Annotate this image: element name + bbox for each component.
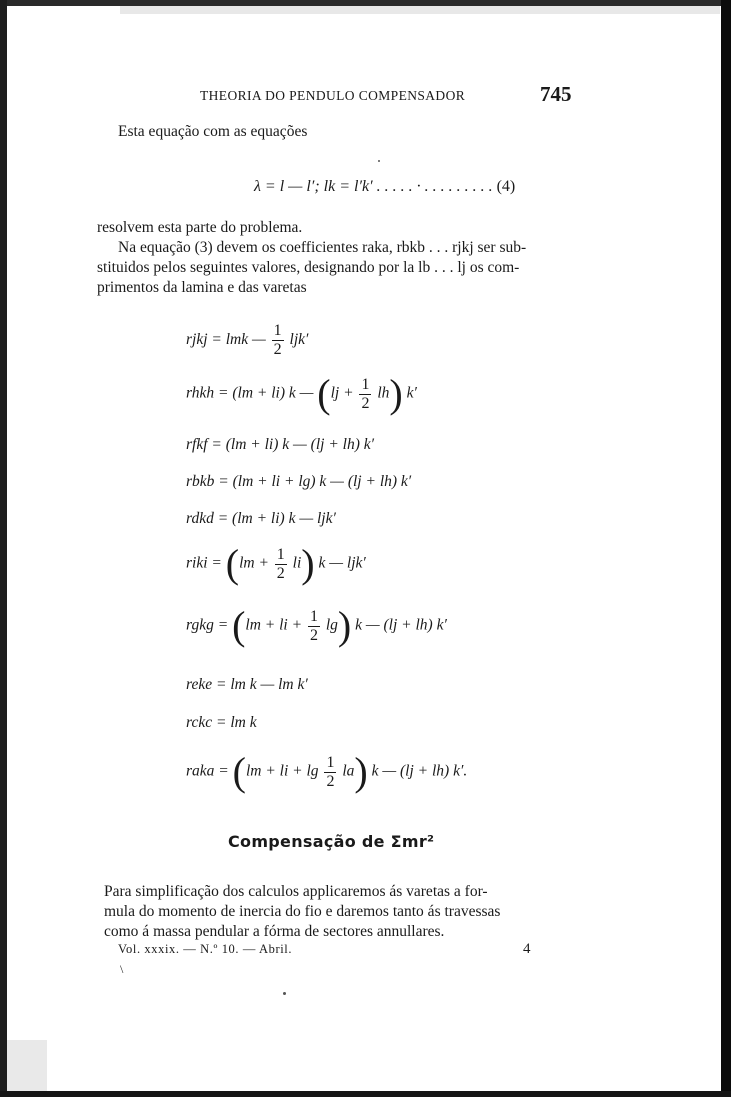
formula-post: k — ljk′ <box>318 554 366 572</box>
fraction-den: 2 <box>273 341 282 358</box>
formula-pre: = <box>218 762 229 780</box>
formula-text: = (lm + li) k — (lj + lh) k′ <box>211 436 375 453</box>
closing-line-3: como á massa pendular a fórma de sectores annullares. <box>104 923 445 940</box>
open-paren: ( <box>317 371 331 416</box>
open-paren: ( <box>225 541 240 586</box>
formula-inner-pre: lm + <box>239 554 269 572</box>
fraction-den: 2 <box>361 394 370 412</box>
footer-mark: \ <box>120 962 124 976</box>
formula-pre: = (lm + li) k — <box>218 384 314 402</box>
fraction <box>272 322 284 359</box>
equation-4-expr: λ = l — l′; lk = l′k′ . . . . . · . . . . . . . . . <box>254 178 493 195</box>
formula-pre: = <box>217 616 229 634</box>
open-paren: ( <box>232 749 246 794</box>
formula-rckc <box>186 714 257 732</box>
fraction-num: 1 <box>361 375 370 393</box>
formula-rhkh <box>186 371 417 416</box>
formula-lhs: rbkb <box>186 473 215 490</box>
formula-inner-post: lg <box>325 616 338 634</box>
formula-rfkf <box>186 436 374 454</box>
formula-lhs: reke <box>186 676 213 693</box>
scan-edge-right <box>721 0 731 1097</box>
open-paren: ( <box>232 603 246 648</box>
formula-rdkd <box>186 510 336 528</box>
fraction-den: 2 <box>326 772 335 790</box>
intro-line: Esta equação com as equações <box>118 123 308 140</box>
fraction-num: 1 <box>326 753 335 771</box>
formula-pre: = lmk — <box>211 331 266 349</box>
footer-signature: 4 <box>523 941 531 957</box>
fraction-num: 1 <box>309 607 318 625</box>
speck <box>283 992 286 995</box>
fraction-num: 1 <box>273 322 282 339</box>
formula-text: = (lm + li + lg) k — (lj + lh) k′ <box>218 473 412 490</box>
para1-line-1: resolvem esta parte do problema. <box>97 219 303 236</box>
formula-lhs: rckc <box>186 714 213 731</box>
formula-inner-pre: lm + li + <box>245 616 303 634</box>
formula-lhs: riki <box>186 554 208 572</box>
speck <box>378 160 380 162</box>
page-number: 745 <box>540 82 572 106</box>
fraction <box>324 754 336 791</box>
formula-rbkb <box>186 473 411 491</box>
formula-post: k — (lj + lh) k′ <box>355 616 447 634</box>
scan-edge-bottom <box>0 1091 731 1097</box>
scan-noise-top <box>120 6 720 14</box>
close-paren: ) <box>354 749 368 794</box>
formula-lhs: rgkg <box>186 616 214 634</box>
para2-line-2: stituidos pelos seguintes valores, designando por la lb . . . lj os com- <box>97 259 520 276</box>
formula-inner-pre: lm + li + lg <box>245 762 319 780</box>
formula-rjkj <box>186 322 308 359</box>
formula-text: = lm k — lm k′ <box>215 676 308 693</box>
formula-inner-post: la <box>342 762 355 780</box>
close-paren: ) <box>301 541 315 586</box>
formula-reke <box>186 676 308 694</box>
formula-post: k — (lj + lh) k′. <box>371 762 468 780</box>
formula-lhs: raka <box>186 762 215 780</box>
closing-line-2: mula do momento de inercia do fio e daremos tanto ás travessas <box>104 903 501 920</box>
close-paren: ) <box>389 371 403 416</box>
fraction-den: 2 <box>276 564 285 582</box>
formula-text: = (lm + li) k — ljk′ <box>217 510 336 527</box>
equation-4 <box>254 178 515 196</box>
formula-lhs: rhkh <box>186 384 215 402</box>
formula-inner-pre: lj + <box>330 384 354 402</box>
scan-edge-left <box>0 0 7 1097</box>
equation-4-tag: (4) <box>496 178 516 195</box>
formula-post: k′ <box>406 384 417 402</box>
close-paren: ) <box>337 603 352 648</box>
fraction <box>275 546 287 583</box>
formula-pre: = <box>211 554 222 572</box>
formula-lhs: rdkd <box>186 510 214 527</box>
running-title: THEORIA DO PENDULO COMPENSADOR <box>200 88 466 103</box>
formula-riki <box>186 541 366 586</box>
fraction <box>359 376 371 413</box>
formula-rgkg <box>186 603 447 648</box>
formula-inner-post: lh <box>377 384 390 402</box>
formula-raka <box>186 749 468 794</box>
fraction <box>308 608 320 645</box>
formula-inner-post: li <box>292 554 302 572</box>
closing-line-1: Para simplificação dos calculos applicaremos ás varetas a for- <box>104 883 488 900</box>
para2-line-1: Na equação (3) devem os coefficientes raka, rbkb . . . rjkj ser sub- <box>118 239 527 256</box>
para2-line-3: primentos da lamina e das varetas <box>97 279 307 296</box>
formula-lhs: rjkj <box>186 331 208 349</box>
fraction-num: 1 <box>276 545 285 563</box>
formula-post: ljk′ <box>289 331 309 349</box>
formula-lhs: rfkf <box>186 436 208 453</box>
scan-noise-left <box>7 1040 47 1097</box>
formula-text: = lm k <box>215 714 257 731</box>
footer-volume: Vol. xxxix. — N.º 10. — Abril. <box>118 942 293 956</box>
fraction-den: 2 <box>309 626 318 644</box>
section-title: Compensação de Σmr² <box>228 832 435 851</box>
